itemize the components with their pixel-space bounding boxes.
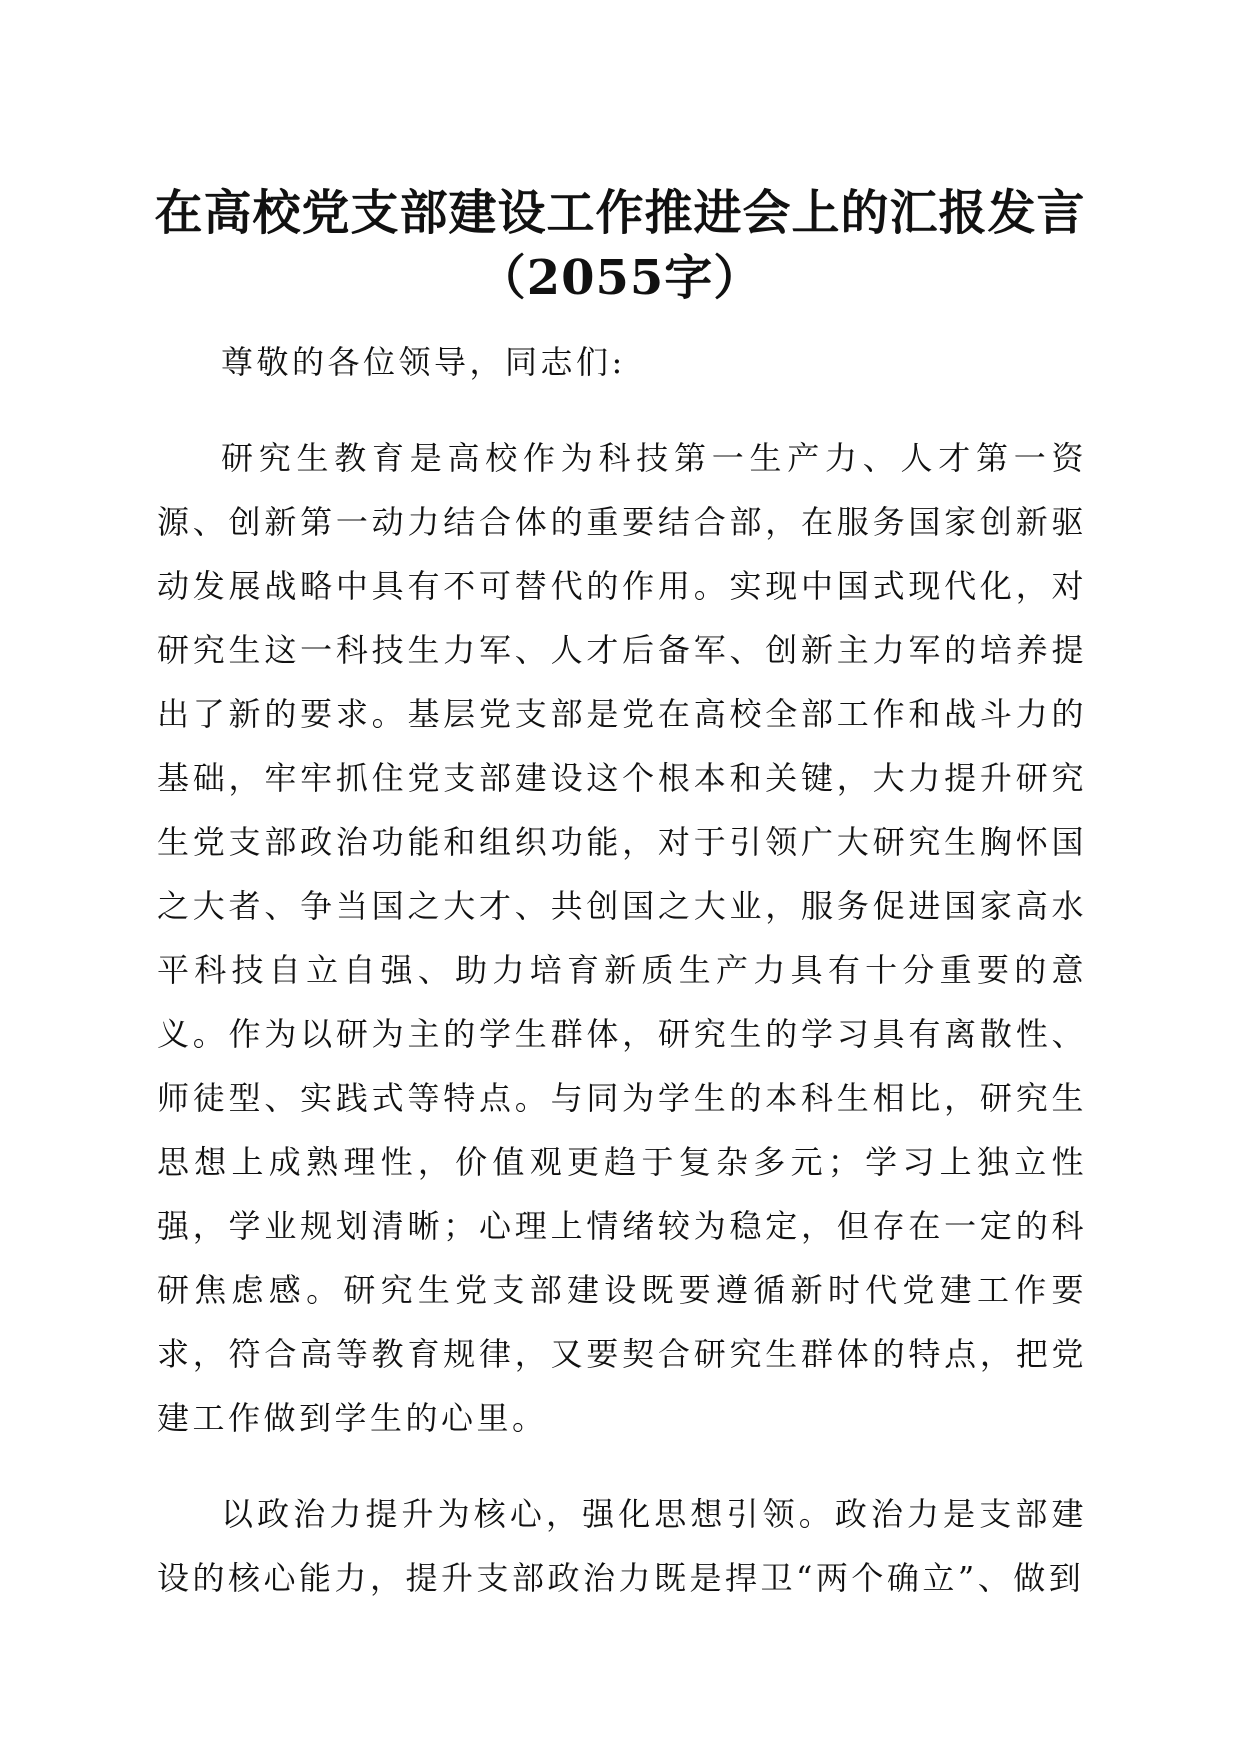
paragraph: 研究生教育是高校作为科技第一生产力、人才第一资源、创新第一动力结合体的重要结合部，在服务国家创新驱动发展战略中具有不可替代的作用。实现中国式现代化，对研究生这一科技生力军、人才后备军、创新主力军的培养提出了新的要求。基层党支部是党在高校全部工作和战斗力的基础，牢牢抓住党支部建设这个根本和关键，大力提升研究生党支部政治功能和组织功能，对于引领广大研究生胸怀国之大者、争当国之大才、共创国之大业，服务促进国家高水平科技自立自强、助力培育新质生产力具有十分重要的意义。作为以研为主的学生群体，研究生的学习具有离散性、师徒型、实践式等特点。与同为学生的本科生相比，研究生思想上成熟理性，价值观更趋于复杂多元；学习上独立性强，学业规划清晰；心理上情绪较为稳定，但存在一定的科研焦虑感。研究生党支部建设既要遵循新时代党建工作要求，符合高等教育规律，又要契合研究生群体的特点，把党建工作做到学生的心里。 [157,439,1087,1437]
document-title: 在高校党支部建设工作推进会上的汇报发言 [154,185,1086,241]
salutation: 尊敬的各位领导，同志们: [221,343,626,381]
paragraph: 以政治力提升为核心，强化思想引领。政治力是支部建设的核心能力，提升支部政治力既是捍卫“两个确立”、做到 [157,1495,1087,1597]
document-body [157,330,1087,1610]
word-count: （2055字） [477,250,763,306]
